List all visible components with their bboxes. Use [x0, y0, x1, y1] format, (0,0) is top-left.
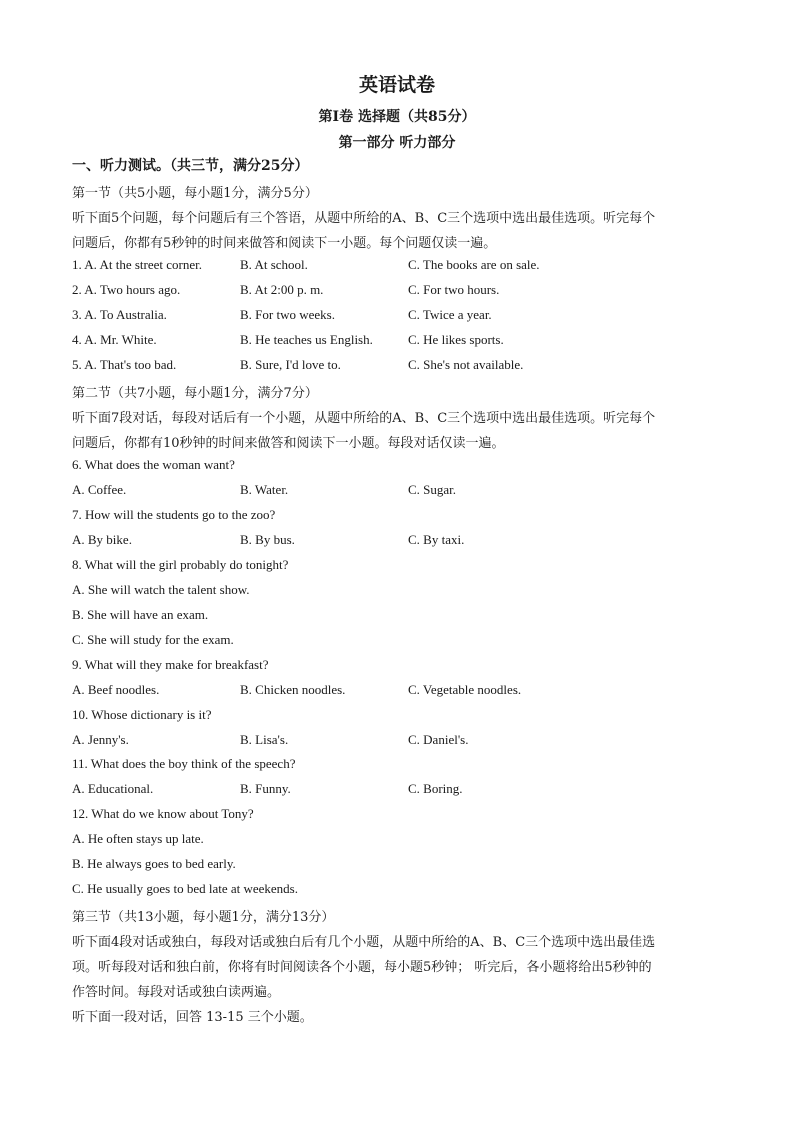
exam-title: 英语试卷: [358, 74, 435, 96]
q12-option-c: C. He usually goes to bed late at weekends.: [72, 881, 298, 896]
q3-option-c: C. Twice a year.: [408, 307, 492, 322]
q11-option-a: A. Educational.: [72, 781, 154, 796]
s1-instruction-line-1: 听下面5个问题，每个问题后有三个答语，从题中所给的A、B、C三个选项中选出最佳选项。听完每个: [72, 211, 656, 226]
q12-option-a: A. He often stays up late.: [72, 831, 204, 846]
q9-option-b: B. Chicken noodles.: [240, 682, 346, 697]
q3-option-a: 3. A. To Australia.: [72, 307, 167, 322]
q5-option-a: 5. A. That's too bad.: [72, 357, 177, 372]
question-7-stem: 7. How will the students go to the zoo?: [72, 507, 276, 522]
q2-option-c: C. For two hours.: [408, 282, 500, 297]
q6-option-b: B. Water.: [240, 482, 289, 497]
q2-option-b: B. At 2:00 p. m.: [240, 282, 324, 297]
q1-option-c: C. The books are on sale.: [408, 257, 540, 272]
q4-option-b: B. He teaches us English.: [240, 332, 373, 347]
q2-option-a: 2. A. Two hours ago.: [72, 282, 181, 297]
q10-option-c: C. Daniel's.: [408, 732, 469, 747]
q9-option-a: A. Beef noodles.: [72, 682, 160, 697]
q4-option-c: C. He likes sports.: [408, 332, 504, 347]
s2-heading: 第二节（共7小题，每小题1分，满分7分）: [72, 386, 318, 401]
question-6-stem: 6. What does the woman want?: [72, 457, 235, 472]
section-heading: 一、听力测试。（共三节，满分25分）: [72, 158, 309, 174]
q12-option-b: B. He always goes to bed early.: [72, 856, 236, 871]
q7-option-a: A. By bike.: [72, 532, 132, 547]
q6-option-c: C. Sugar.: [408, 482, 457, 497]
q6-option-a: A. Coffee.: [72, 482, 127, 497]
question-10-stem: 10. Whose dictionary is it?: [72, 707, 212, 722]
q7-option-c: C. By taxi.: [408, 532, 465, 547]
volume-title: 第Ⅰ卷 选择题（共85分）: [318, 109, 476, 125]
s3-instruction-line-1: 听下面4段对话或独白，每段对话或独白后有几个小题，从题中所给的A、B、C三个选项中选出最佳选: [72, 935, 656, 950]
part-title: 第一部分 听力部分: [338, 135, 456, 151]
s3-instruction-line-4: 听下面一段对话，回答 13-15 三个小题。: [72, 1010, 313, 1025]
q10-option-a: A. Jenny's.: [72, 732, 129, 747]
q10-option-b: B. Lisa's.: [240, 732, 289, 747]
question-9-stem: 9. What will they make for breakfast?: [72, 657, 269, 672]
s3-instruction-line-3: 作答时间。每段对话或独白读两遍。: [72, 985, 281, 1000]
q1-option-b: B. At school.: [240, 257, 308, 272]
q11-option-b: B. Funny.: [240, 781, 291, 796]
s3-instruction-line-2: 项。听每段对话和独白前，你将有时间阅读各个小题，每小题5秒钟； 听完后，各小题将给出5秒钟的: [72, 960, 652, 975]
s1-heading: 第一节（共5小题，每小题1分，满分5分）: [72, 186, 318, 201]
q8-option-b: B. She will have an exam.: [72, 607, 209, 622]
q3-option-b: B. For two weeks.: [240, 307, 335, 322]
q5-option-b: B. Sure, I'd love to.: [240, 357, 341, 372]
s1-instruction-line-2: 问题后，你都有5秒钟的时间来做答和阅读下一小题。每个问题仅读一遍。: [72, 236, 497, 251]
q1-option-a: 1. A. At the street corner.: [72, 257, 202, 272]
question-12-stem: 12. What do we know about Tony?: [72, 806, 254, 821]
q9-option-c: C. Vegetable noodles.: [408, 682, 522, 697]
q4-option-a: 4. A. Mr. White.: [72, 332, 157, 347]
question-8-stem: 8. What will the girl probably do tonight?: [72, 557, 289, 572]
q7-option-b: B. By bus.: [240, 532, 295, 547]
q8-option-a: A. She will watch the talent show.: [72, 582, 250, 597]
s2-instruction-line-1: 听下面7段对话，每段对话后有一个小题，从题中所给的A、B、C三个选项中选出最佳选项。听完每个: [72, 411, 656, 426]
s3-heading: 第三节（共13小题，每小题1分，满分13分）: [72, 910, 335, 925]
q11-option-c: C. Boring.: [408, 781, 463, 796]
q5-option-c: C. She's not available.: [408, 357, 524, 372]
question-11-stem: 11. What does the boy think of the speech?: [72, 756, 296, 771]
s2-instruction-line-2: 问题后，你都有10秒钟的时间来做答和阅读下一小题。每段对话仅读一遍。: [72, 436, 505, 451]
q8-option-c: C. She will study for the exam.: [72, 632, 234, 647]
